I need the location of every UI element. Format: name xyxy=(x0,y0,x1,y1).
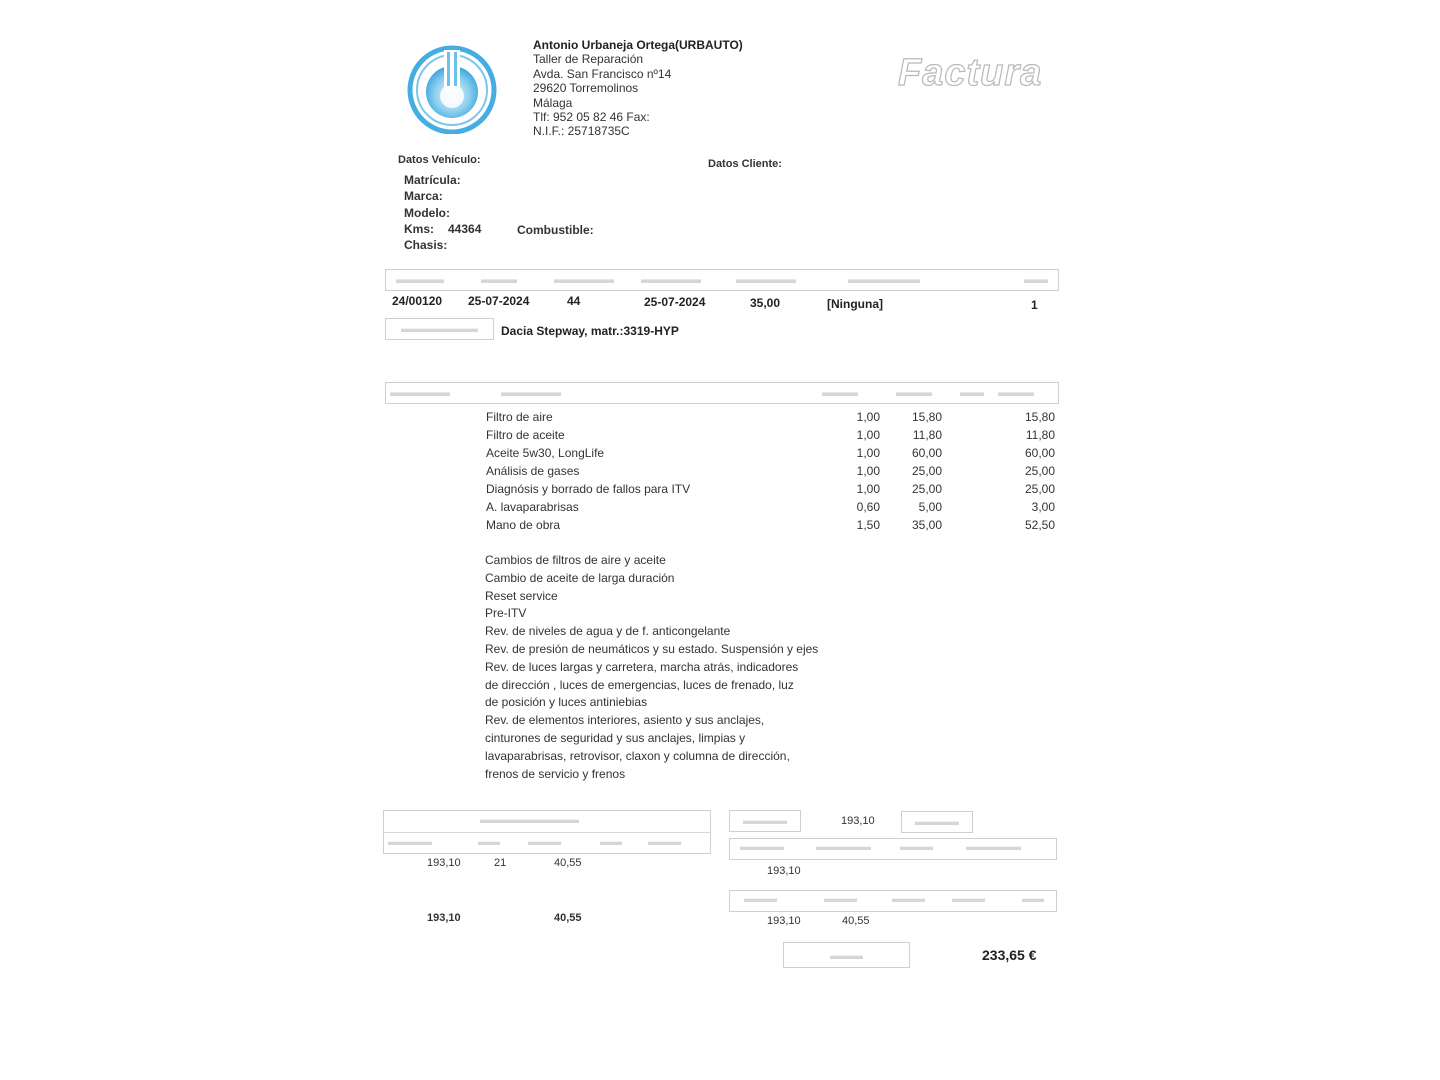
company-logo xyxy=(406,44,498,134)
vehicle-section-label: Datos Vehículo: xyxy=(398,154,481,166)
line-price: 25,00 xyxy=(911,464,942,478)
summary-label-box: ▬▬▬▬ xyxy=(901,811,973,833)
line-item-row xyxy=(0,428,1440,446)
company-address: Avda. San Francisco nº14 xyxy=(533,66,672,81)
line-qty: 1,50 xyxy=(856,518,880,532)
line-amount: 15,80 xyxy=(1024,410,1055,424)
labor-rate: 35,00 xyxy=(750,296,781,310)
client-section-label: Datos Cliente: xyxy=(708,158,782,170)
chasis-label: Chasis: xyxy=(404,238,448,252)
invoice-number: 24/00120 xyxy=(392,294,443,308)
line-price: 15,80 xyxy=(911,410,942,424)
line-desc: Mano de obra xyxy=(486,518,561,532)
line-desc: Filtro de aceite xyxy=(486,428,565,442)
company-postal-city: 29620 Torremolinos xyxy=(533,81,639,96)
line-qty: 1,00 xyxy=(856,464,880,478)
line-item-row xyxy=(0,482,1440,500)
document-header-bar: ▬▬▬▬ ▬▬▬ ▬▬▬▬▬ ▬▬▬▬▬ ▬▬▬▬▬ ▬▬▬▬▬▬ ▬▬ xyxy=(385,269,1059,291)
note-line: cinturones de seguridad y sus anclajes, limpias y xyxy=(485,730,746,745)
line-item-row xyxy=(0,500,1440,518)
tax-iva-amount: 40,55 xyxy=(554,857,582,869)
company-name: Antonio Urbaneja Ortega(URBAUTO) xyxy=(533,38,743,52)
line-amount: 25,00 xyxy=(1024,482,1055,496)
combustible-label: Combustible: xyxy=(517,223,594,237)
line-price: 5,00 xyxy=(918,500,942,514)
line-desc: A. lavaparabrisas xyxy=(486,500,579,514)
subtotal-value: 193,10 xyxy=(841,815,875,827)
tax-total-iva: 40,55 xyxy=(554,912,582,924)
line-desc: Filtro de aire xyxy=(486,410,553,424)
remarks-label-box: ▬▬▬▬▬▬▬ xyxy=(385,318,494,340)
tax-breakdown-header: ▬▬▬▬▬▬▬▬▬ ▬▬▬▬ ▬▬ ▬▬▬ ▬▬ ▬▬▬ xyxy=(383,810,711,854)
note-line: frenos de servicio y frenos xyxy=(485,766,626,781)
work-notes xyxy=(485,552,818,783)
line-price: 11,80 xyxy=(912,428,942,442)
note-line: Reset service xyxy=(485,588,558,603)
marca-label: Marca: xyxy=(404,189,443,203)
line-qty: 0,60 xyxy=(856,500,880,514)
note-line: Rev. de niveles de agua y de f. anticongelante xyxy=(485,624,731,639)
company-province: Málaga xyxy=(533,95,573,110)
totals-iva: 40,55 xyxy=(842,915,870,927)
client-code: 44 xyxy=(567,294,581,308)
note-line: Rev. de elementos interiores, asiento y sus anclajes, xyxy=(485,713,765,728)
line-amount: 52,50 xyxy=(1024,518,1055,532)
matricula-label: Matrícula: xyxy=(404,173,461,187)
totals-header-bar: ▬▬▬ ▬▬▬ ▬▬▬ ▬▬▬ ▬▬ xyxy=(729,890,1057,912)
note-line: de posición y luces antiniebias xyxy=(485,695,648,710)
line-desc: Diagnósis y borrado de fallos para ITV xyxy=(486,482,691,496)
note-line: Cambios de filtros de aire y aceite xyxy=(485,553,666,567)
line-amount: 11,80 xyxy=(1025,428,1055,442)
line-qty: 1,00 xyxy=(856,446,880,460)
tax-base: 193,10 xyxy=(427,857,461,869)
remarks-text: Dacia Stepway, matr.:3319-HYP xyxy=(501,324,679,338)
line-desc: Análisis de gases xyxy=(486,464,580,478)
total-amount: 233,65 € xyxy=(982,947,1037,963)
line-item-row xyxy=(0,410,1440,428)
subtotal-label-box: ▬▬▬▬ xyxy=(729,810,801,832)
kms-label: Kms: xyxy=(404,222,435,236)
line-amount: 3,00 xyxy=(1031,500,1055,514)
line-qty: 1,00 xyxy=(856,410,880,424)
line-item-row xyxy=(0,446,1440,464)
gross-value: 193,10 xyxy=(767,865,801,877)
totals-base: 193,10 xyxy=(767,915,801,927)
tax-iva-pct: 21 xyxy=(494,857,507,869)
note-line: Rev. de presión de neumáticos y su estado. Suspensión y ejes xyxy=(485,641,819,656)
invoice-date: 25-07-2024 xyxy=(468,294,530,308)
payment-method: [Ninguna] xyxy=(827,297,883,311)
line-price: 60,00 xyxy=(911,446,942,460)
note-line: Pre-ITV xyxy=(485,606,527,621)
line-amount: 25,00 xyxy=(1024,464,1055,478)
line-qty: 1,00 xyxy=(856,428,880,442)
company-phone: Tlf: 952 05 82 46 Fax: xyxy=(533,110,650,125)
line-price: 25,00 xyxy=(911,482,942,496)
note-line: lavaparabrisas, retrovisor, claxon y columna de dirección, xyxy=(485,748,790,763)
line-qty: 1,00 xyxy=(856,482,880,496)
line-item-row xyxy=(0,518,1440,536)
note-line: Cambio de aceite de larga duración xyxy=(485,570,675,585)
total-label-box: ▬▬▬ xyxy=(783,942,910,968)
modelo-label: Modelo: xyxy=(404,206,450,220)
lines-header-bar: ▬▬▬▬▬ ▬▬▬▬▬ ▬▬▬ ▬▬▬ ▬▬ ▬▬▬ xyxy=(385,382,1059,404)
tax-total-base: 193,10 xyxy=(427,912,461,924)
document-title: Factura xyxy=(898,52,1043,94)
company-info xyxy=(533,38,743,139)
line-desc: Aceite 5w30, LongLife xyxy=(486,446,605,460)
line-item-row xyxy=(0,464,1440,482)
company-activity: Taller de Reparación xyxy=(533,52,644,67)
company-nif: N.I.F.: 25718735C xyxy=(533,124,630,139)
line-amount: 60,00 xyxy=(1024,446,1055,460)
line-price: 35,00 xyxy=(911,518,942,532)
kms-value: 44364 xyxy=(448,222,482,236)
invoice-date-2: 25-07-2024 xyxy=(644,295,706,309)
page-number: 1 xyxy=(1031,298,1038,312)
note-line: de dirección , luces de emergencias, luces de frenado, luz xyxy=(485,677,794,692)
gross-header-bar: ▬▬▬▬ ▬▬▬▬▬ ▬▬▬ ▬▬▬▬▬ xyxy=(729,838,1057,860)
note-line: Rev. de luces largas y carretera, marcha atrás, indicadores xyxy=(485,659,799,674)
